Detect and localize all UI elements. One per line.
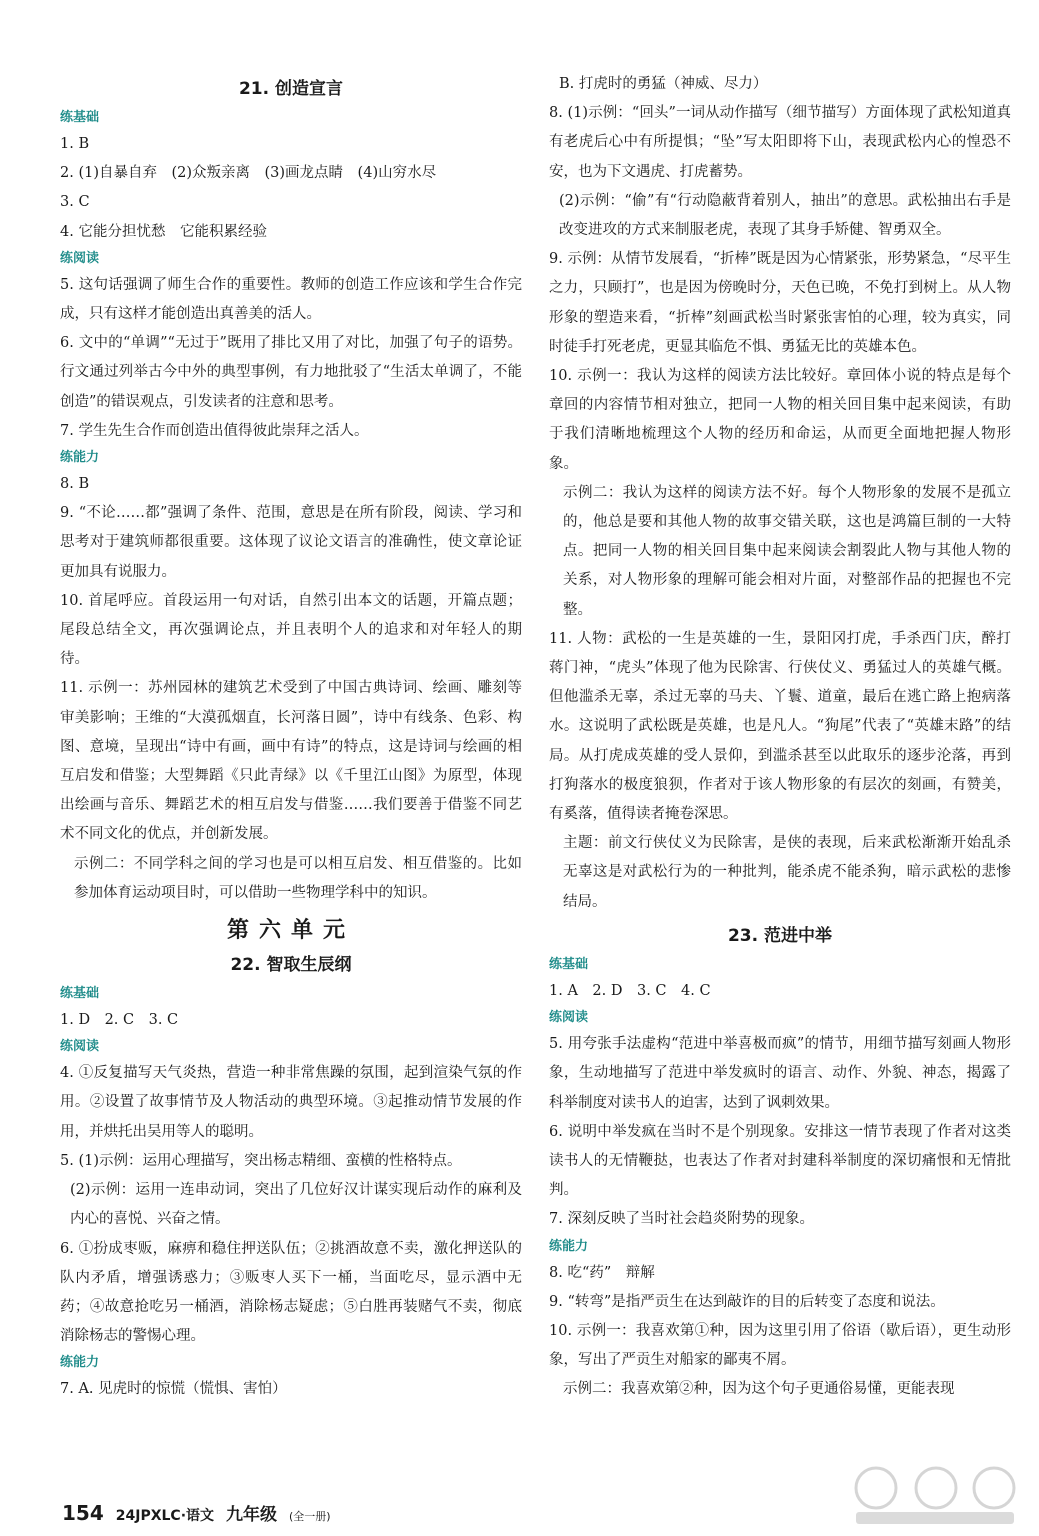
volume-label: (全一册) [289, 1510, 331, 1523]
section-title: 22. 智取生辰纲 [230, 955, 352, 976]
section-title: 23. 范进中举 [727, 925, 833, 946]
answer-paragraph: 8. 吃“药” 辩解 [549, 1264, 655, 1281]
exercise-section-label: 练基础 [60, 110, 100, 125]
answer-paragraph: 1. B [60, 136, 90, 152]
answer-paragraph: 7. A. 见虎时的惊慌（慌惧、害怕） [60, 1381, 287, 1398]
answer-paragraph: 10. 首尾呼应。首段运用一句对话，自然引出本文的话题，开篇点题；尾段总结全文，再次强调论点，并且表明个人的追求和对年轻人的期待。 [60, 592, 522, 668]
answer-paragraph: 5. 这句话强调了师生合作的重要性。教师的创造工作应该和学生合作完成，只有这样才能创造出真善美的活人。 [60, 276, 522, 323]
answer-paragraph: 4. ①反复描写天气炎热，营造一种非常焦躁的氛围，起到渲染气氛的作用。②设置了故事情节及人物活动的典型环境。③起推动情节发展的作用，并烘托出吴用等人的聪明。 [60, 1065, 522, 1140]
answer-paragraph: 7. 深刻反映了当时社会趋炎附势的现象。 [549, 1211, 814, 1228]
answer-paragraph: 示例二：我认为这样的阅读方法不好。每个人物形象的发展不是孤立的，他总是要和其他人物的故事交错关联，这也是鸿篇巨制的一大特点。把同一人物的相关回目集中起来阅读会割裂此人物与其他人物的关系，对人物形象的理解可能会相对片面，对整部作品的把握也不完整。 [563, 484, 1011, 618]
section-title: 21. 创造宣言 [238, 79, 344, 99]
answer-paragraph: 5. 用夸张手法虚构“范进中举喜极而疯”的情节，用细节描写刻画人物形象，生动地描写了范进中举发疯时的语言、动作、外貌、神态，揭露了科举制度对读书人的迫害，达到了讽刺效果。 [549, 1036, 1011, 1111]
exercise-section-label: 练阅读 [549, 1010, 589, 1026]
answer-paragraph: B. 打虎时的勇猛（神威、尽力） [559, 76, 768, 92]
answer-paragraph: 10. 示例一：我喜欢第①种，因为这里引用了俗语（歇后语），更生动形象，写出了严贡生对船家的鄙夷不屑。 [549, 1322, 1011, 1369]
right-column [549, 70, 1011, 1405]
answer-paragraph: (2)示例：运用一连串动词，突出了几位好汉计谋实现后动作的麻利及内心的喜悦、兴奋之情。 [70, 1182, 522, 1228]
grade-label: 九年级 [226, 1505, 278, 1525]
answer-paragraph: 5. (1)示例：运用心理描写，突出杨志精细、蛮横的性格特点。 [60, 1152, 462, 1169]
exercise-section-label: 练基础 [549, 956, 589, 972]
answer-paragraph: 6. 说明中举发疯在当时不是个别现象。安排这一情节表现了作者对这类读书人的无情鞭挞，也表达了作者对封建科举制度的深切痛恨和无情批判。 [549, 1123, 1011, 1199]
answer-paragraph: 2. (1)自暴自弃 (2)众叛亲离 (3)画龙点睛 (4)山穷水尽 [60, 165, 437, 182]
answer-paragraph: 1. A 2. D 3. C 4. C [549, 982, 711, 999]
exercise-section-label: 练能力 [60, 1355, 100, 1371]
page-footer [62, 1500, 532, 1526]
answer-paragraph: 3. C [60, 194, 90, 211]
left-column [60, 70, 522, 1405]
answer-paragraph: 9. “转弯”是指严贡生在达到敲诈的目的后转变了态度和说法。 [549, 1293, 945, 1310]
answer-paragraph: 示例二：我喜欢第②种，因为这个句子更通俗易懂，更能表现 [563, 1381, 955, 1398]
answer-paragraph: 6. 文中的“单调”“无过于”既用了排比又用了对比，加强了句子的语势。行文通过列举古今中外的典型事例，有力地批驳了“生活太单调了，不能创造”的错误观点，引发读者的注意和思考。 [60, 335, 522, 410]
answer-paragraph: 7. 学生先生合作而创造出值得彼此崇拜之活人。 [60, 422, 369, 439]
answer-paragraph: 4. 它能分担忧愁 它能积累经验 [60, 223, 267, 240]
answer-paragraph: 1. D 2. C 3. C [60, 1012, 179, 1029]
unit-heading: 第六单元 [226, 917, 355, 944]
answer-paragraph: 主题：前文行侠仗义为民除害，是侠的表现，后来武松渐渐开始乱杀无辜这是对武松行为的一种批判，能杀虎不能杀狗，暗示武松的悲惨结局。 [563, 835, 1011, 910]
exercise-section-label: 练能力 [60, 450, 100, 466]
exercise-section-label: 练阅读 [60, 1039, 100, 1055]
answer-paragraph: 11. 人物：武松的一生是英雄的一生，景阳冈打虎，手杀西门庆，醉打蒋门神，“虎头”体现了他为民除害、行侠仗义、勇猛过人的英雄气概。但他滥杀无辜，杀过无辜的马夫、丫鬟、道童，最后在逃亡路上抱病落水。这说明了武松既是英雄，也是凡人。“狗尾”代表了“英雄末路”的结局。从打虎成英雄的受人景仰，到滥杀甚至以此取乐的逐步沦落，再到打狗落水的极度狼狈，作者对于该人物形象的有层次的刻画，有赞美，有奚落，值得读者掩卷深思。 [549, 630, 1011, 823]
answer-paragraph: 6. ①扮成枣贩，麻痹和稳住押送队伍；②挑酒故意不卖，激化押送队的队内矛盾，增强诱惑力；③贩枣人买下一桶，当面吃尽，显示酒中无药；④故意抢吃另一桶酒，消除杨志疑虑；⑤白胜再装赌气不卖，彻底消除杨志的警惕心理。 [60, 1240, 522, 1345]
book-code: 24JPXLC·语文 [115, 1508, 215, 1524]
answer-paragraph: 8. (1)示例：“回头”一词从动作描写（细节描写）方面体现了武松知道真有老虎后心中有所提惧；“坠”写太阳即将下山，表现武松内心的惶恐不安，也为下文遇虎、打虎蓄势。 [549, 105, 1011, 180]
exercise-section-label: 练能力 [549, 1238, 589, 1254]
answer-paragraph: 10. 示例一：我认为这样的阅读方法比较好。章回体小说的特点是每个章回的内容情节相对独立，把同一人物的相关回目集中起来阅读，有助于我们清晰地梳理这个人物的经历和命运，从而更全面地把握人物形象。 [549, 368, 1011, 472]
watermark-logo [846, 1458, 1024, 1528]
answer-paragraph: (2)示例：“偷”有“行动隐蔽背着别人，抽出”的意思。武松抽出右手是改变进攻的方式来制服老虎，表现了其身手矫健、智勇双全。 [559, 192, 1011, 239]
answer-paragraph: 11. 示例一：苏州园林的建筑艺术受到了中国古典诗词、绘画、雕刻等审美影响；王维的“大漠孤烟直，长河落日圆”，诗中有线条、色彩、构图、意境，呈现出“诗中有画，画中有诗”的特点，这是诗词与绘画的相互启发和借鉴；大型舞蹈《只此青绿》以《千里江山图》为原型，体现出绘画与音乐、舞蹈艺术的相互启发与借鉴……我们要善于借鉴不同艺术不同文化的优点，并创新发展。 [60, 680, 522, 843]
answer-paragraph: 9. “不论……都”强调了条件、范围，意思是在所有阶段，阅读、学习和思考对于建筑师都很重要。这体现了议论文语言的准确性，使文章论证更加具有说服力。 [60, 505, 522, 580]
page-number: 154 [62, 1501, 104, 1525]
answer-paragraph: 8. B [60, 476, 90, 493]
answer-paragraph: 示例二：不同学科之间的学习也是可以相互启发、相互借鉴的。比如参加体育运动项目时，可以借助一些物理学科中的知识。 [74, 855, 522, 901]
exercise-section-label: 练阅读 [60, 250, 100, 266]
answer-paragraph: 9. 示例：从情节发展看，“折棒”既是因为心情紧张，形势紧急，“尽平生之力，只顾打”，也是因为傍晚时分，天色已晚，不免打到树上。从人物形象的塑造来看，“折棒”刻画武松当时紧张害怕的心理，较为真实，同时徒手打死老虎，更显其临危不惧、勇猛无比的英雄本色。 [549, 251, 1011, 355]
exercise-section-label: 练基础 [60, 986, 100, 1002]
